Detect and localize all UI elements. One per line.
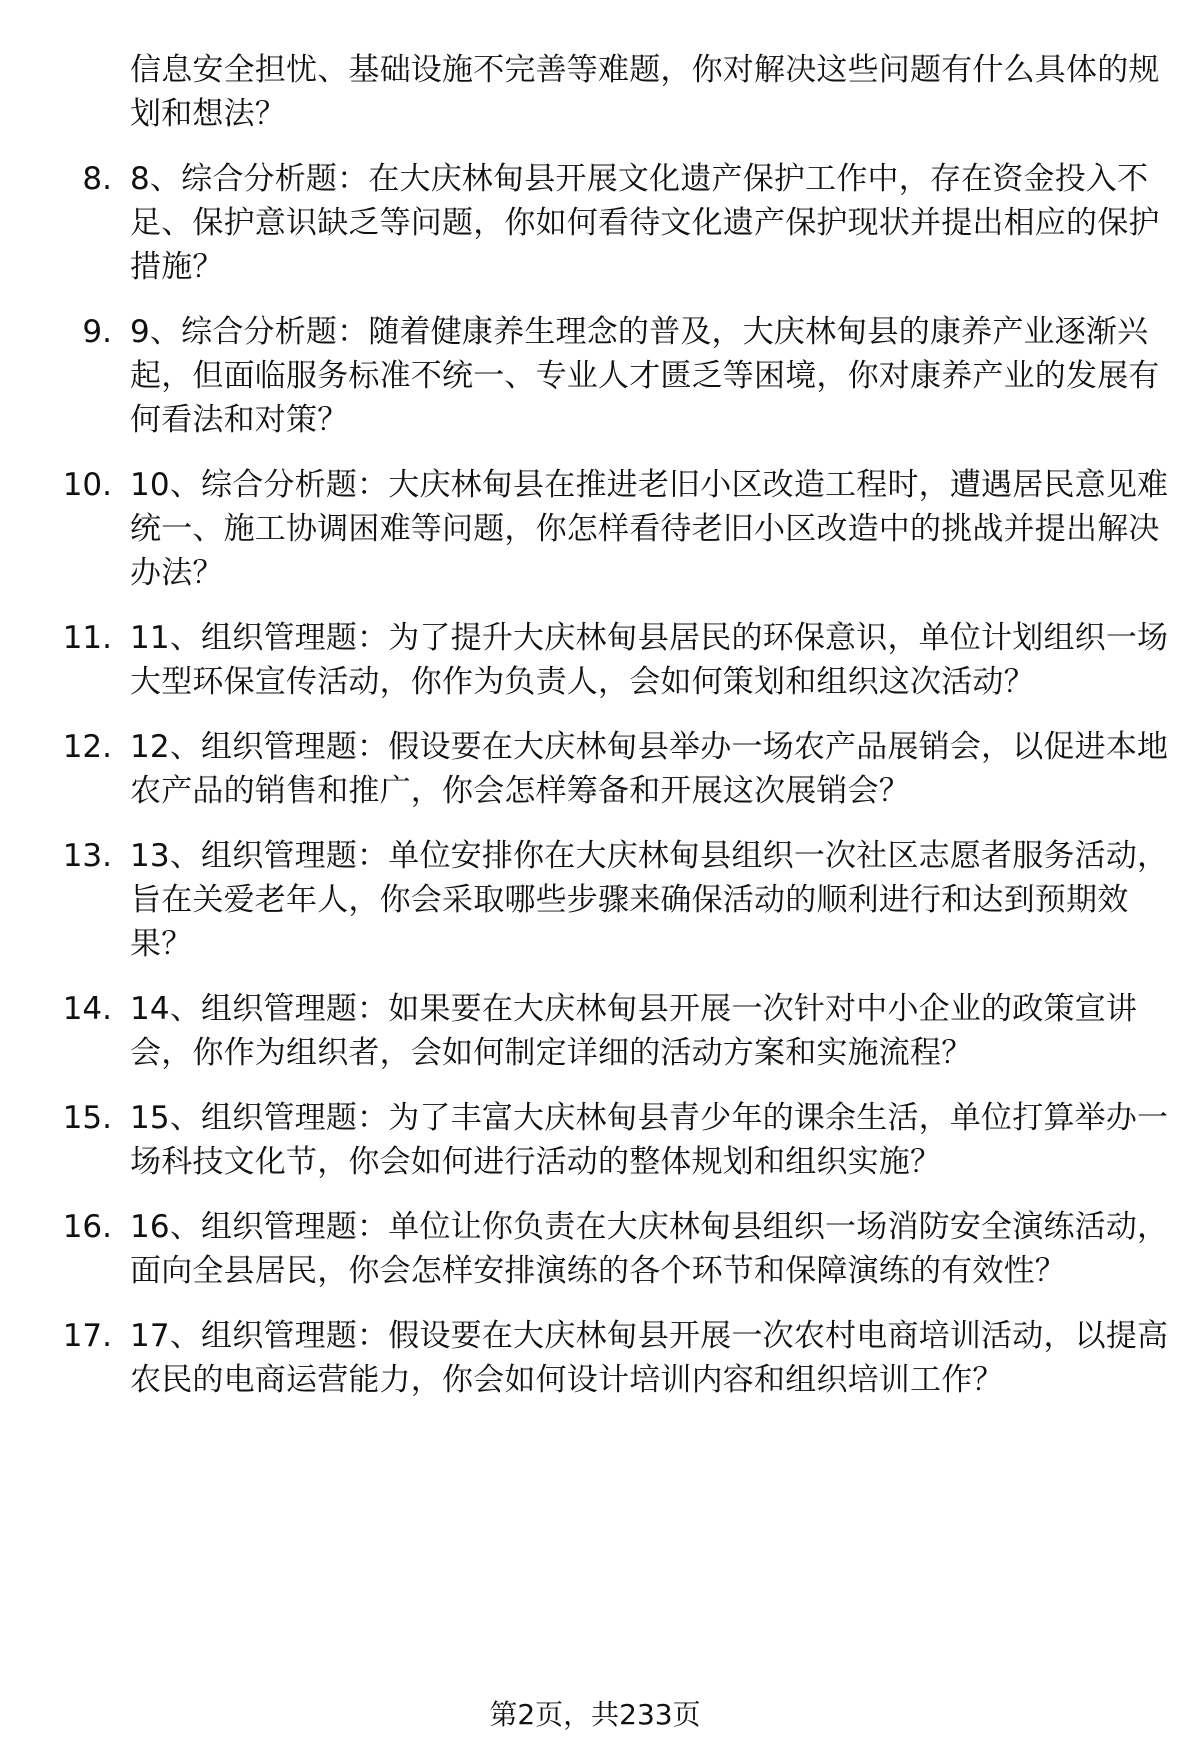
continuation-text: 信息安全担忧、基础设施不完善等难题，你对解决这些问题有什么具体的规划和想法？ xyxy=(130,52,1160,132)
item-text: 17、组织管理题：假设要在大庆林甸县开展一次农村电商培训活动，以提高农民的电商运营能力，你会如何设计培训内容和组织培训工作？ xyxy=(130,1318,1169,1398)
item-number: 16. xyxy=(62,1209,112,1245)
list-item xyxy=(0,616,1190,704)
item-number: 11. xyxy=(62,620,112,656)
item-number: 14. xyxy=(62,991,112,1027)
item-text: 9、综合分析题：随着健康养生理念的普及，大庆林甸县的康养产业逐渐兴起，但面临服务标准不统一、专业人才匮乏等困境，你对康养产业的发展有何看法和对策？ xyxy=(130,314,1160,438)
item-number: 12. xyxy=(62,729,112,765)
item-number: 17. xyxy=(62,1318,112,1354)
item-text: 16、组织管理题：单位让你负责在大庆林甸县组织一场消防安全演练活动，面向全县居民，你会怎样安排演练的各个环节和保障演练的有效性？ xyxy=(130,1209,1169,1289)
question-list xyxy=(0,48,1190,1423)
item-number: 10. xyxy=(62,467,112,503)
item-number: 15. xyxy=(62,1100,112,1136)
item-text: 12、组织管理题：假设要在大庆林甸县举办一场农产品展销会，以促进本地农产品的销售和推广，你会怎样筹备和开展这次展销会？ xyxy=(130,729,1169,809)
item-text: 14、组织管理题：如果要在大庆林甸县开展一次针对中小企业的政策宣讲会，你作为组织者，会如何制定详细的活动方案和实施流程？ xyxy=(130,991,1138,1071)
list-item xyxy=(0,1096,1190,1184)
item-text: 13、组织管理题：单位安排你在大庆林甸县组织一次社区志愿者服务活动，旨在关爱老年人，你会采取哪些步骤来确保活动的顺利进行和达到预期效果？ xyxy=(130,838,1169,962)
list-item xyxy=(0,310,1190,442)
list-item xyxy=(0,463,1190,595)
item-number: 13. xyxy=(62,838,112,874)
page-number-footer: 第2页，共233页 xyxy=(489,1698,701,1731)
item-text: 10、综合分析题：大庆林甸县在推进老旧小区改造工程时，遭遇居民意见难统一、施工协调困难等问题，你怎样看待老旧小区改造中的挑战并提出解决办法？ xyxy=(130,467,1169,591)
item-text: 15、组织管理题：为了丰富大庆林甸县青少年的课余生活，单位打算举办一场科技文化节，你会如何进行活动的整体规划和组织实施？ xyxy=(130,1100,1169,1180)
list-item xyxy=(0,1205,1190,1293)
item-number: 8. xyxy=(82,161,112,197)
item-text: 11、组织管理题：为了提升大庆林甸县居民的环保意识，单位计划组织一场大型环保宣传活动，你作为负责人，会如何策划和组织这次活动？ xyxy=(130,620,1169,700)
list-item xyxy=(0,987,1190,1075)
item-number: 9. xyxy=(82,314,112,350)
list-item xyxy=(0,725,1190,813)
list-item xyxy=(0,834,1190,966)
list-item xyxy=(0,157,1190,289)
list-item xyxy=(0,1314,1190,1402)
list-item-continuation xyxy=(0,48,1190,136)
item-text: 8、综合分析题：在大庆林甸县开展文化遗产保护工作中，存在资金投入不足、保护意识缺乏等问题，你如何看待文化遗产保护现状并提出相应的保护措施？ xyxy=(130,161,1160,285)
